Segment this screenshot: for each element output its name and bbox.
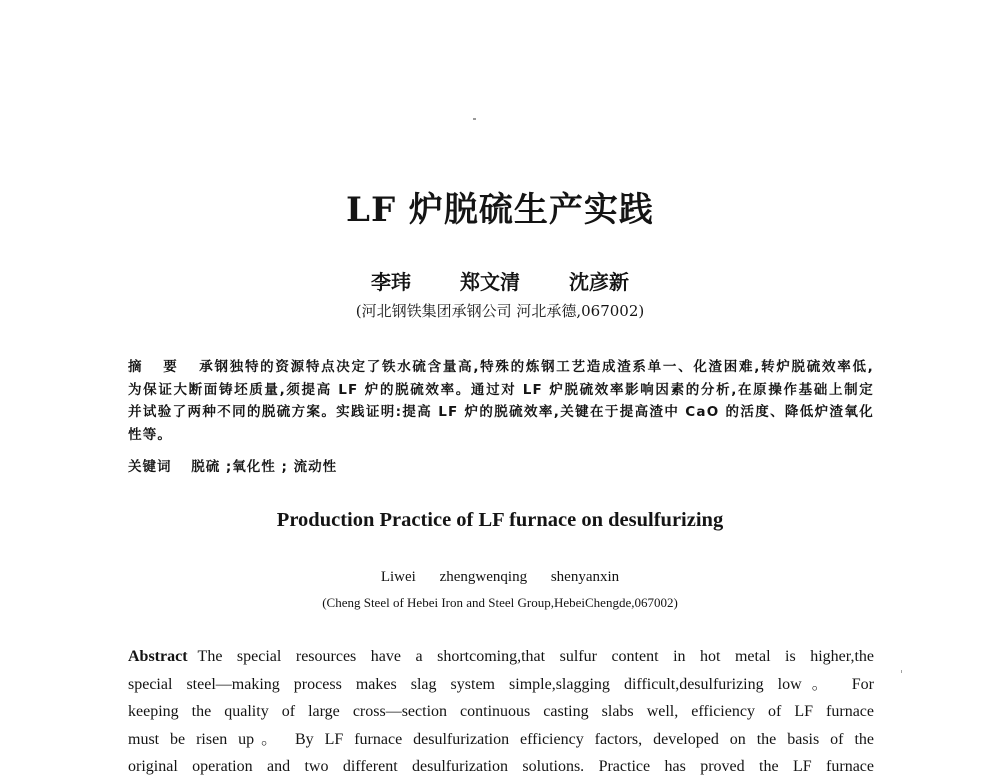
keywords-label: 关键词 bbox=[128, 459, 172, 475]
chinese-affiliation: (河北钢铁集团承钢公司 河北承德,067002) bbox=[355, 302, 645, 320]
abstract-text: 承钢独特的资源特点决定了铁水硫含量高,特殊的炼钢工艺造成渣系单一、化渣困难,转炉脱硫效率低, bbox=[199, 359, 874, 375]
abstract-line: keeping the quality of large cross—section continuous casting slabs well, efficiency of LF furnace bbox=[128, 703, 874, 720]
abstract-label: 摘 要 bbox=[128, 359, 186, 375]
english-affiliation: (Cheng Steel of Hebei Iron and Steel Group,HebeiChengde,067002) bbox=[322, 595, 678, 610]
scan-artifact bbox=[473, 118, 476, 120]
chinese-title: LF 炉脱硫生产实践 bbox=[346, 190, 654, 230]
author-name: shenyanxin bbox=[550, 569, 620, 585]
author-name: 沈彦新 bbox=[568, 270, 629, 294]
abstract-line: 并试验了两种不同的脱硫方案。实践证明:提高 LF 炉的脱硫效率,关键在于提高渣中 CaO 的活度、降低炉渣氧化 bbox=[128, 404, 874, 420]
author-name: 郑文清 bbox=[460, 270, 520, 294]
abstract-line: original operation and two different desulfurization solutions. Practice has proved the LF furnace bbox=[128, 758, 874, 775]
abstract-line: special steel—making process makes slag system simple,slagging difficult,desulfurizing low。 For bbox=[128, 675, 874, 693]
abstract-line: must be risen up。 By LF furnace desulfurization efficiency factors, developed on the basis of the bbox=[128, 730, 874, 748]
chinese-keywords bbox=[128, 456, 337, 478]
scan-artifact bbox=[901, 670, 902, 673]
english-authors bbox=[0, 566, 1000, 588]
english-title: Production Practice of LF furnace on desulfurizing bbox=[276, 509, 724, 531]
chinese-abstract bbox=[128, 356, 874, 446]
author-name: Liwei bbox=[380, 569, 416, 585]
abstract-line: 为保证大断面铸坯质量,须提高 LF 炉的脱硫效率。通过对 LF 炉脱硫效率影响因素的分析,在原操作基础上制定 bbox=[128, 381, 874, 398]
abstract-line bbox=[128, 356, 874, 379]
abstract-line: 性等。 bbox=[128, 426, 173, 443]
keywords-text: 脱硫 ;氧化性 ; 流动性 bbox=[191, 459, 338, 475]
abstract-label: Abstract bbox=[128, 648, 188, 665]
chinese-authors bbox=[0, 268, 1000, 296]
author-name: zhengwenqing bbox=[439, 569, 528, 585]
abstract-line bbox=[128, 643, 874, 671]
abstract-text: The special resources have a shortcoming,that sulfur content in hot metal is higher,the bbox=[197, 648, 874, 665]
author-name: 李玮 bbox=[371, 270, 412, 294]
